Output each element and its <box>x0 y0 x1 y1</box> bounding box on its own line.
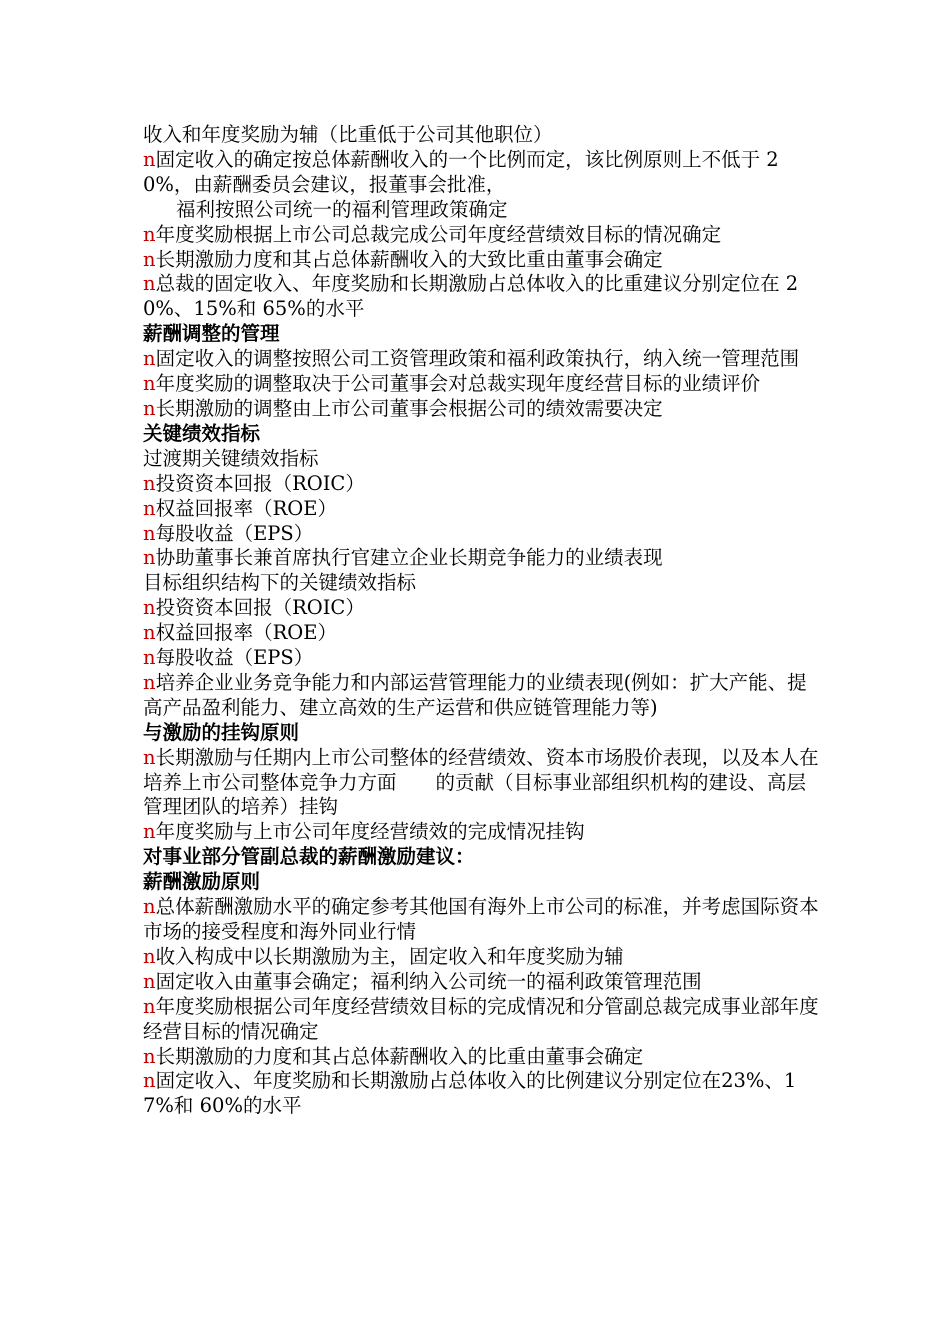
section-heading: 与激励的挂钩原则 <box>143 720 300 744</box>
bullet-paragraph <box>143 223 823 248</box>
bullet-marker: n <box>143 546 156 570</box>
bullet-paragraph <box>143 546 823 571</box>
bullet-marker: n <box>143 621 156 645</box>
bullet-paragraph <box>143 148 823 198</box>
bullet-paragraph <box>143 372 823 397</box>
bullet-paragraph <box>143 895 823 945</box>
bullet-text: 协助董事长兼首席执行官建立企业长期竞争能力的业绩表现 <box>155 546 663 570</box>
bullet-marker: n <box>143 745 156 769</box>
bullet-text: 固定收入、年度奖励和长期激励占总体收入的比例建议分别定位在23%、17%和 60%的水平 <box>143 1069 797 1118</box>
bullet-text: 总裁的固定收入、年度奖励和长期激励占总体收入的比重建议分别定位在 20%、15%和 65%的水平 <box>143 272 799 321</box>
bullet-text: 投资资本回报（ROIC） <box>155 596 365 620</box>
bullet-marker: n <box>143 521 156 545</box>
bullet-marker: n <box>143 222 156 246</box>
bullet-marker: n <box>143 372 156 396</box>
bullet-paragraph <box>143 272 823 322</box>
bullet-marker: n <box>143 670 156 694</box>
bullet-text: 长期激励与任期内上市公司整体的经营绩效、资本市场股价表现，以及本人在培养上市公司整体竞争力方面 的贡献（目标事业部组织机构的建设、高层管理团队的培养）挂钩 <box>143 745 819 819</box>
bullet-text: 长期激励的力度和其占总体薪酬收入的比重由董事会确定 <box>155 1044 644 1068</box>
bullet-marker: n <box>143 147 156 171</box>
bullet-paragraph <box>143 397 823 422</box>
bullet-text: 每股收益（EPS） <box>155 521 314 545</box>
bullet-paragraph <box>143 248 823 273</box>
bullet-text: 固定收入由董事会确定；福利纳入公司统一的福利政策管理范围 <box>155 969 702 993</box>
paragraph: 过渡期关键绩效指标 <box>143 446 319 470</box>
bullet-marker: n <box>143 596 156 620</box>
bullet-text: 收入构成中以长期激励为主，固定收入和年度奖励为辅 <box>155 944 624 968</box>
bullet-marker: n <box>143 1069 156 1093</box>
bullet-text: 长期激励的调整由上市公司董事会根据公司的绩效需要决定 <box>155 396 663 420</box>
bullet-paragraph <box>143 596 823 621</box>
bullet-marker: n <box>143 820 156 844</box>
bullet-text: 权益回报率（ROE） <box>155 621 337 645</box>
bullet-paragraph <box>143 671 823 721</box>
section-heading: 薪酬调整的管理 <box>143 322 280 346</box>
document-body <box>143 123 823 1119</box>
bullet-marker: n <box>143 646 156 670</box>
bullet-paragraph <box>143 347 823 372</box>
bullet-paragraph <box>143 995 823 1045</box>
bullet-paragraph <box>143 522 823 547</box>
bullet-text: 每股收益（EPS） <box>155 646 314 670</box>
bullet-marker: n <box>143 247 156 271</box>
bullet-text: 权益回报率（ROE） <box>155 496 337 520</box>
bullet-paragraph <box>143 1069 823 1119</box>
section-heading: 对事业部分管副总裁的薪酬激励建议： <box>143 845 475 869</box>
section-heading: 薪酬激励原则 <box>143 870 261 894</box>
bullet-paragraph <box>143 970 823 995</box>
bullet-text: 年度奖励的调整取决于公司董事会对总裁实现年度经营目标的业绩评价 <box>155 372 761 396</box>
bullet-paragraph <box>143 945 823 970</box>
bullet-marker: n <box>143 396 156 420</box>
bullet-marker: n <box>143 496 156 520</box>
bullet-marker: n <box>143 1044 156 1068</box>
paragraph: 目标组织结构下的关键绩效指标 <box>143 571 417 595</box>
bullet-marker: n <box>143 944 156 968</box>
bullet-paragraph <box>143 621 823 646</box>
bullet-marker: n <box>143 969 156 993</box>
bullet-marker: n <box>143 994 156 1018</box>
bullet-text: 固定收入的确定按总体薪酬收入的一个比例而定，该比例原则上不低于 20%，由薪酬委员会建议，报董事会批准， <box>143 147 779 196</box>
bullet-paragraph <box>143 472 823 497</box>
indented-paragraph: 福利按照公司统一的福利管理政策确定 <box>176 197 508 221</box>
bullet-text: 长期激励力度和其占总体薪酬收入的大致比重由董事会确定 <box>155 247 663 271</box>
bullet-text: 年度奖励根据上市公司总裁完成公司年度经营绩效目标的情况确定 <box>155 222 722 246</box>
bullet-text: 培养企业业务竞争能力和内部运营管理能力的业绩表现(例如：扩大产能、提高产品盈利能力、建立高效的生产运营和供应链管理能力等) <box>143 670 807 719</box>
bullet-marker: n <box>143 347 156 371</box>
bullet-text: 固定收入的调整按照公司工资管理政策和福利政策执行，纳入统一管理范围 <box>155 347 800 371</box>
bullet-text: 年度奖励根据公司年度经营绩效目标的完成情况和分管副总裁完成事业部年度经营目标的情况确定 <box>143 994 819 1043</box>
bullet-text: 总体薪酬激励水平的确定参考其他国有海外上市公司的标准，并考虑国际资本市场的接受程度和海外同业行情 <box>143 895 819 943</box>
bullet-marker: n <box>143 895 156 919</box>
bullet-text: 年度奖励与上市公司年度经营绩效的完成情况挂钩 <box>155 820 585 844</box>
bullet-paragraph <box>143 497 823 522</box>
paragraph: 收入和年度奖励为辅（比重低于公司其他职位） <box>143 123 553 146</box>
bullet-marker: n <box>143 272 156 296</box>
section-heading: 关键绩效指标 <box>143 421 261 445</box>
bullet-paragraph <box>143 646 823 671</box>
bullet-marker: n <box>143 471 156 495</box>
bullet-paragraph <box>143 746 823 821</box>
bullet-paragraph <box>143 820 823 845</box>
bullet-paragraph <box>143 1045 823 1070</box>
bullet-text: 投资资本回报（ROIC） <box>155 471 365 495</box>
